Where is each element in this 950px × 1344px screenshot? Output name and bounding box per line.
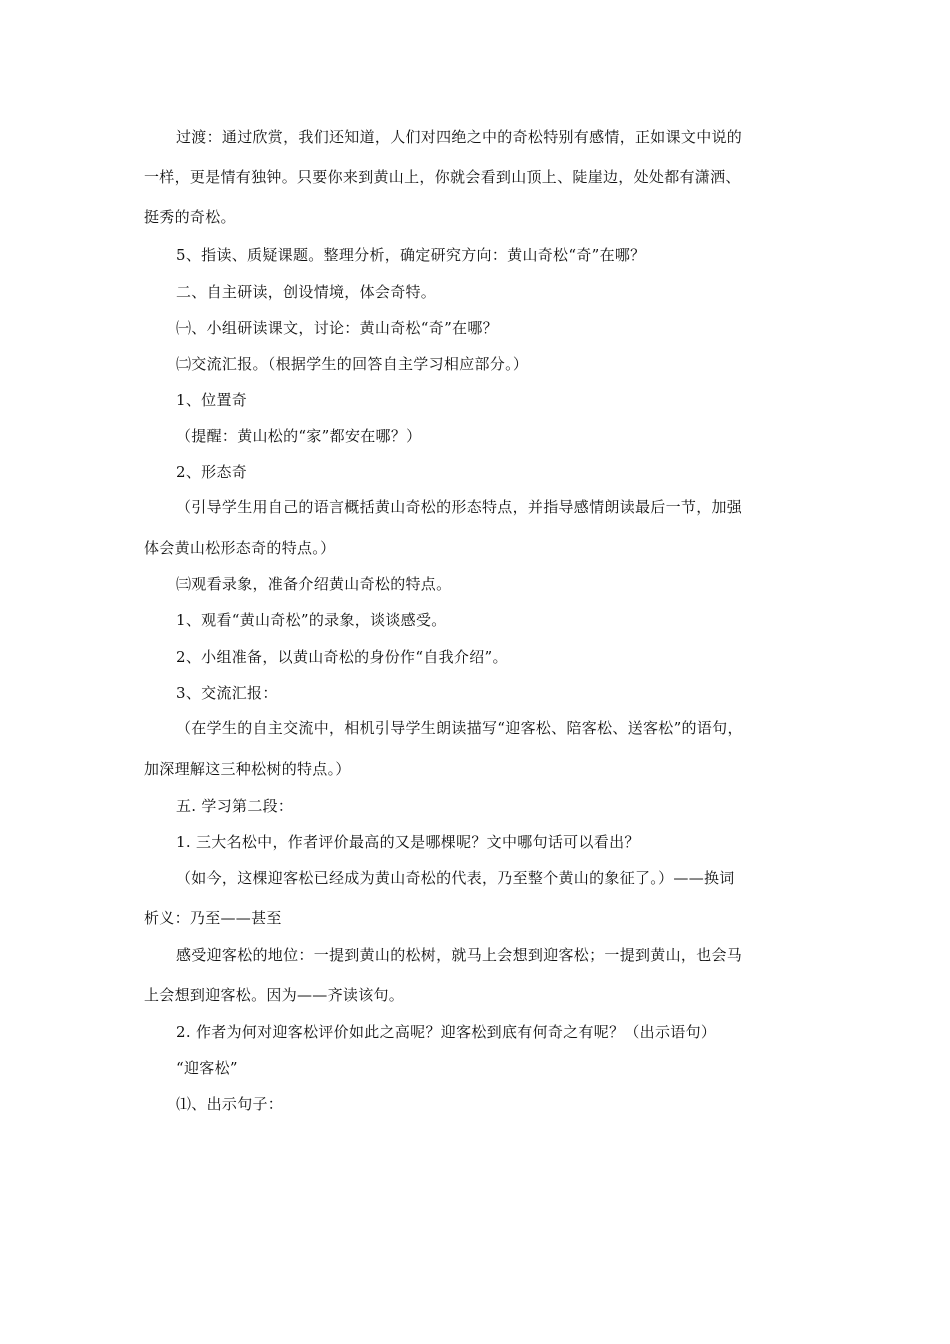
paragraph-line: （如今，这棵迎客松已经成为黄山奇松的代表，乃至整个黄山的象征了。）——换词 — [176, 869, 735, 887]
paragraph-line: 3、交流汇报： — [176, 684, 278, 702]
paragraph-line: 1、观看“黄山奇松”的录象，谈谈感受。 — [176, 611, 447, 629]
paragraph-line: 1、位置奇 — [176, 391, 248, 409]
paragraph-line: （引导学生用自己的语言概括黄山奇松的形态特点，并指导感情朗读最后一节，加强 — [176, 498, 743, 516]
paragraph-line: 感受迎客松的地位：一提到黄山的松树，就马上会想到迎客松；一提到黄山，也会马 — [176, 946, 743, 964]
paragraph-line: 5、指读、质疑课题。整理分析，确定研究方向：黄山奇松“奇”在哪？ — [176, 246, 646, 264]
section-heading: 二、自主研读，创设情境，体会奇特。 — [176, 283, 437, 301]
paragraph-line: 上会想到迎客松。因为——齐读该句。 — [144, 986, 405, 1004]
paragraph-line: 2. 作者为何对迎客松评价如此之高呢？迎客松到底有何奇之有呢？（出示语句） — [176, 1023, 717, 1041]
paragraph-line: 加深理解这三种松树的特点。） — [144, 760, 351, 778]
paragraph-line: ㈡交流汇报。（根据学生的回答自主学习相应部分。） — [176, 355, 529, 373]
paragraph-line: 2、小组准备，以黄山奇松的身份作“自我介绍”。 — [176, 648, 508, 666]
paragraph-line: ⑴、出示句子： — [176, 1095, 284, 1113]
paragraph-line: （在学生的自主交流中，相机引导学生朗读描写“迎客松、陪客松、送客松”的语句， — [176, 719, 743, 737]
paragraph-line: 过渡：通过欣赏，我们还知道，人们对四绝之中的奇松特别有感情，正如课文中说的 — [176, 128, 743, 146]
paragraph-line: ㈠、小组研读课文，讨论：黄山奇松“奇”在哪？ — [176, 319, 498, 337]
section-heading: 五. 学习第二段： — [176, 797, 294, 815]
paragraph-line: 一样，更是情有独钟。只要你来到黄山上，你就会看到山顶上、陡崖边，处处都有潇洒、 — [144, 168, 741, 186]
paragraph-line: （提醒：黄山松的“家”都安在哪？） — [176, 427, 422, 445]
paragraph-line: 2、形态奇 — [176, 463, 248, 481]
paragraph-line: 体会黄山松形态奇的特点。） — [144, 539, 336, 557]
paragraph-line: 挺秀的奇松。 — [144, 208, 236, 226]
paragraph-line: 1. 三大名松中，作者评价最高的又是哪棵呢？文中哪句话可以看出？ — [176, 833, 640, 851]
paragraph-line: ㈢观看录象，准备介绍黄山奇松的特点。 — [176, 575, 452, 593]
paragraph-line: “迎客松” — [176, 1059, 238, 1077]
paragraph-line: 析义：乃至——甚至 — [144, 909, 282, 927]
